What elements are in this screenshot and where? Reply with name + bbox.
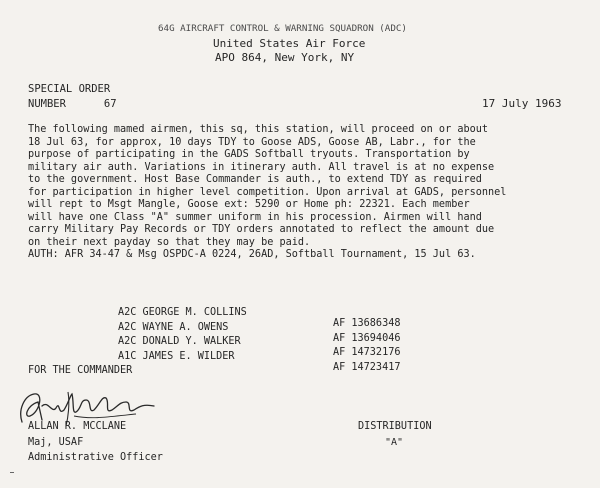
body-line: military air auth. Variations in itinerary auth. All travel is at no expense [28,161,495,173]
airman-serial: AF 13694046 [333,332,401,344]
airman-serial: AF 13686348 [333,318,401,329]
special-order-label: SPECIAL ORDER [28,83,111,95]
signer-title: Administrative Officer [28,452,163,463]
airman-name: A2C GEORGE M. COLLINS [118,307,247,318]
margin-mark [10,472,14,473]
unit-name: 64G AIRCRAFT CONTROL & WARNING SQUADRON (ADC) [158,23,407,34]
body-line: The following mamed airmen, this sq, this station, will proceed on or about [28,124,489,135]
service-name: United States Air Force [213,37,366,50]
order-date: 17 July 1963 [482,97,562,110]
distribution-value: "A" [385,437,404,448]
number-label: NUMBER [28,98,66,110]
body-line: for participation in higher level competition. Upon arrival at GADS, personnel [28,186,507,198]
signer-rank: Maj, USAF [28,437,84,448]
body-line: 18 Jul 63, for approx, 10 days TDY to Goose ADS, Goose AB, Labr., for the [28,136,476,148]
airman-serial: AF 14723417 [333,361,401,373]
body-line: will have one Class "A" summer uniform in his procession. Airmen will hand [28,211,482,223]
airman-name: A1C JAMES E. WILDER [118,350,235,362]
airman-serial: AF 14732176 [333,347,401,358]
body-line: will rept to Msgt Mangle, Goose ext: 5290 or Home ph: 22321. Each member [28,199,470,211]
body-line: purpose of participating in the GADS Softball tryouts. Transportation by [28,149,470,161]
body-line: on their next payday so that they may be paid. [28,236,311,248]
airmen-roster [118,296,401,373]
for-the-commander: FOR THE COMMANDER [28,365,133,376]
signer-name: ALLAN R. MCCLANE [28,421,127,432]
airman-name: A2C WAYNE A. OWENS [118,321,229,333]
airman-name: A2C DONALD Y. WALKER [118,336,241,347]
order-number: 67 [103,98,117,110]
distribution-label: DISTRIBUTION [358,421,432,432]
order-number-line [28,98,117,110]
auth-line: AUTH: AFR 34-47 & Msg OSPDC-A 0224, 26AD, Softball Tournament, 15 Jul 63. [28,249,476,261]
unit-address: APO 864, New York, NY [215,51,355,64]
order-body [28,124,588,262]
body-line: to the government. Host Base Commander is auth., to extend TDY as required [28,174,482,186]
body-line: carry Military Pay Records or TDY orders annotated to reflect the amount due [28,224,495,236]
